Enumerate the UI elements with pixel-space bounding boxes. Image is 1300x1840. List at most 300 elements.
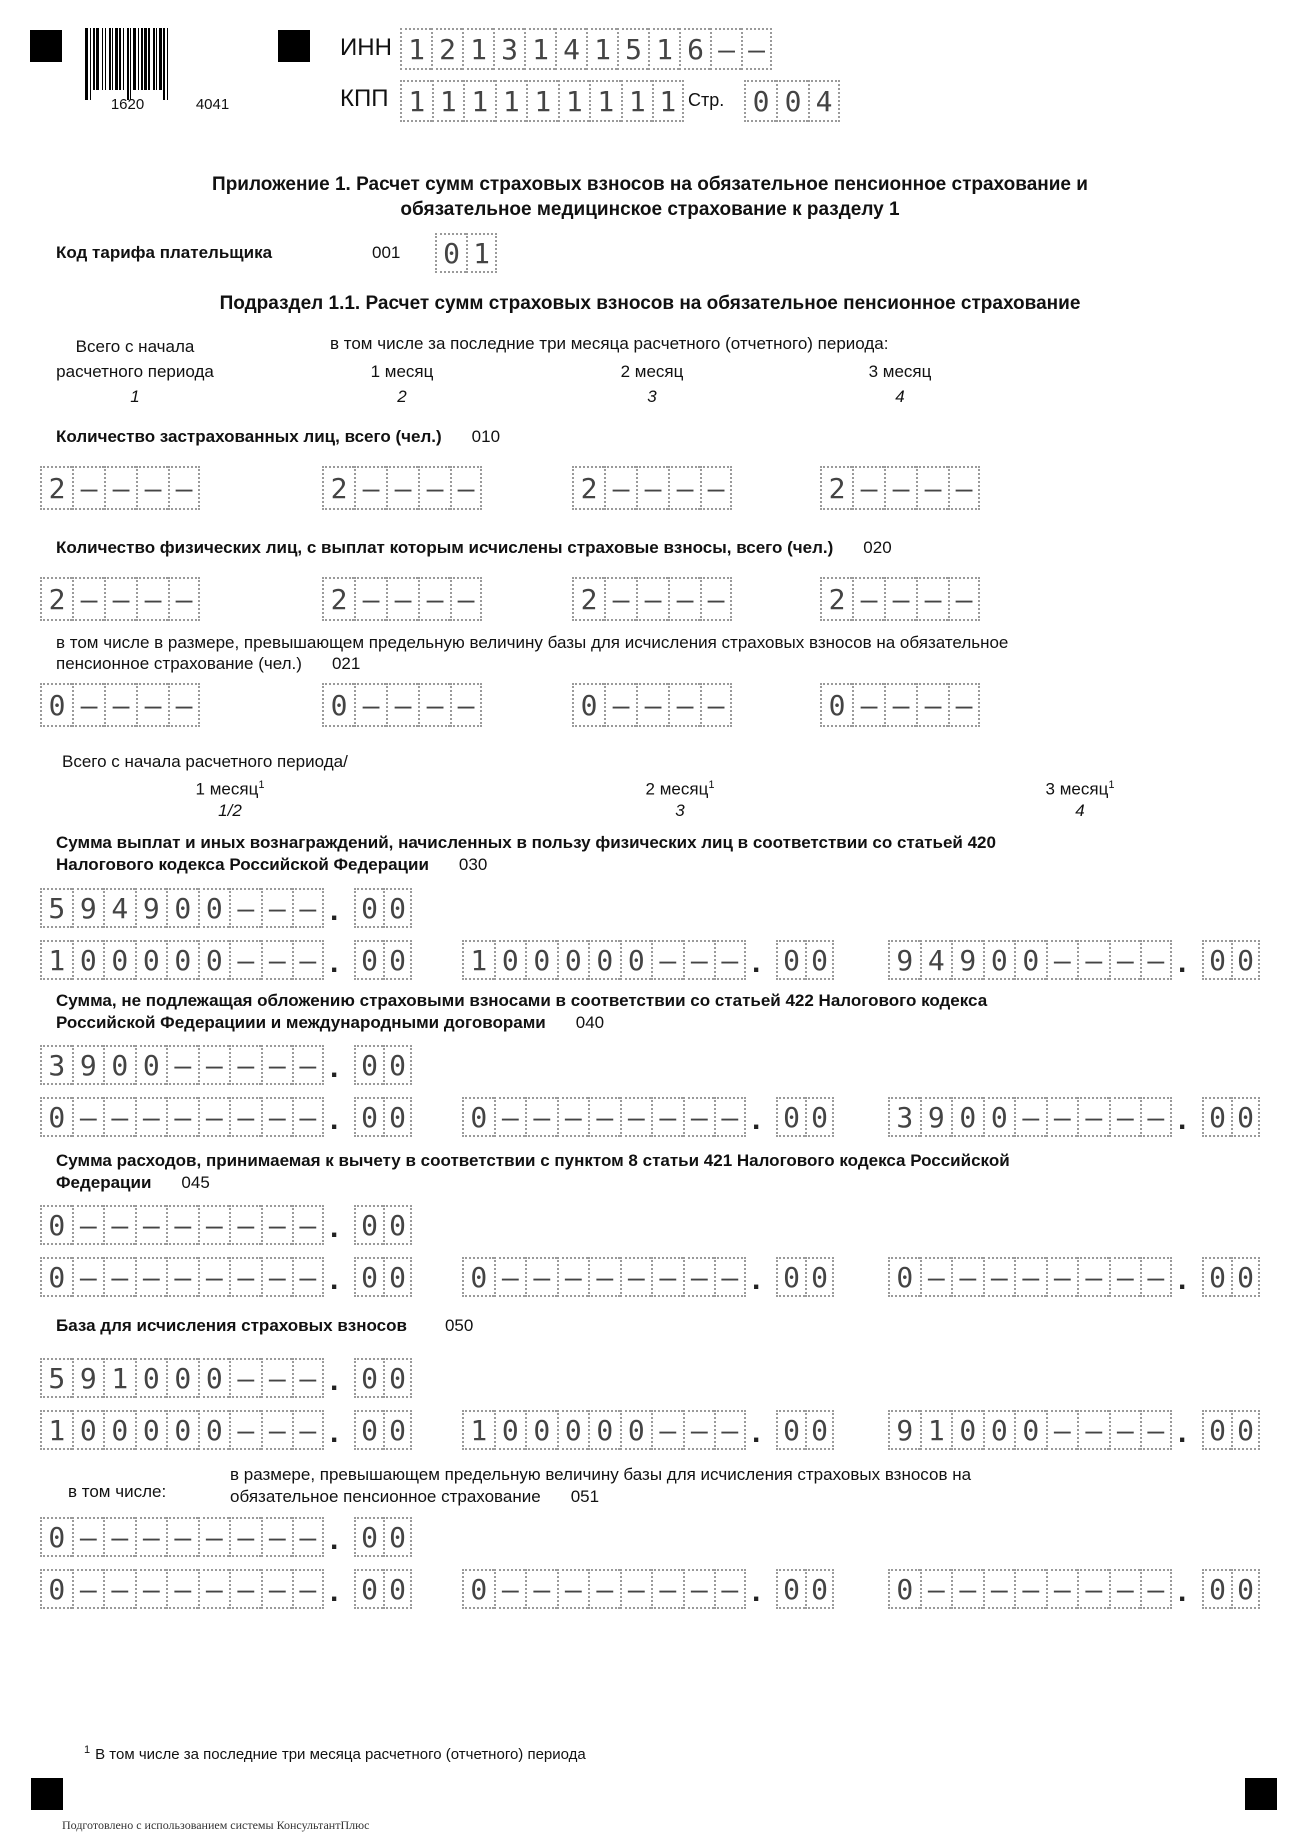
digit-cell[interactable]: 0 bbox=[354, 1257, 383, 1297]
digit-cell[interactable]: 0 bbox=[354, 1569, 383, 1609]
digit-cell[interactable]: – bbox=[1140, 1569, 1172, 1609]
digit-cell[interactable]: 0 bbox=[354, 1517, 383, 1557]
digit-cell[interactable]: 0 bbox=[494, 1410, 526, 1450]
digit-cell[interactable]: – bbox=[135, 1569, 167, 1609]
digit-cell[interactable]: – bbox=[72, 1097, 104, 1137]
digit-cell[interactable]: 0 bbox=[1231, 1257, 1260, 1297]
digit-cell[interactable]: – bbox=[166, 1517, 198, 1557]
digit-cell[interactable]: – bbox=[292, 888, 324, 928]
digit-cell[interactable]: – bbox=[450, 683, 482, 727]
digit-cell[interactable]: – bbox=[450, 577, 482, 621]
digit-cell[interactable]: – bbox=[948, 683, 980, 727]
digit-cell[interactable]: 0 bbox=[462, 1569, 494, 1609]
digit-cell[interactable]: 0 bbox=[805, 1097, 834, 1137]
digit-cell[interactable]: – bbox=[292, 1358, 324, 1398]
integer-part[interactable] bbox=[40, 1358, 324, 1398]
digit-cell[interactable]: – bbox=[1077, 940, 1109, 980]
digit-cell[interactable]: 0 bbox=[135, 1358, 167, 1398]
digit-cell[interactable]: 0 bbox=[383, 1358, 412, 1398]
digit-cell[interactable]: – bbox=[261, 1517, 293, 1557]
digit-cell[interactable]: – bbox=[292, 1257, 324, 1297]
digit-cell[interactable]: – bbox=[714, 1410, 746, 1450]
digit-cell[interactable]: 0 bbox=[354, 1097, 383, 1137]
digit-cell[interactable]: – bbox=[103, 1517, 135, 1557]
digit-cell[interactable]: – bbox=[135, 1257, 167, 1297]
digit-cell[interactable]: 0 bbox=[525, 940, 557, 980]
decimal-part[interactable] bbox=[354, 888, 412, 928]
digit-cell[interactable]: 2 bbox=[40, 577, 72, 621]
row-051-field-month1[interactable] bbox=[40, 1569, 412, 1609]
digit-cell[interactable]: – bbox=[683, 940, 715, 980]
digit-cell[interactable]: 1 bbox=[462, 940, 494, 980]
row-020-field-month3[interactable] bbox=[820, 577, 980, 621]
digit-cell[interactable]: – bbox=[261, 940, 293, 980]
digit-cell[interactable]: – bbox=[229, 940, 261, 980]
digit-cell[interactable]: – bbox=[198, 1257, 230, 1297]
row-020-field-month2[interactable] bbox=[572, 577, 732, 621]
digit-cell[interactable]: – bbox=[1046, 1257, 1078, 1297]
integer-part[interactable] bbox=[40, 1569, 324, 1609]
digit-cell[interactable]: 0 bbox=[951, 1097, 983, 1137]
digit-cell[interactable]: – bbox=[651, 940, 683, 980]
digit-cell[interactable]: – bbox=[292, 940, 324, 980]
row-020-field-month1[interactable] bbox=[322, 577, 482, 621]
digit-cell[interactable]: – bbox=[229, 1517, 261, 1557]
digit-cell[interactable]: – bbox=[166, 1045, 198, 1085]
row-010-field-month3[interactable] bbox=[820, 466, 980, 510]
decimal-part[interactable] bbox=[354, 1569, 412, 1609]
row-050-field-month1[interactable] bbox=[40, 1410, 412, 1450]
row-030-field-month3[interactable] bbox=[888, 940, 1260, 980]
digit-cell[interactable]: – bbox=[1077, 1569, 1109, 1609]
digit-cell[interactable]: 0 bbox=[135, 940, 167, 980]
digit-cell[interactable]: 1 bbox=[526, 80, 558, 122]
digit-cell[interactable]: 0 bbox=[40, 683, 72, 727]
digit-cell[interactable]: – bbox=[1109, 1257, 1141, 1297]
digit-cell[interactable]: – bbox=[620, 1569, 652, 1609]
digit-cell[interactable]: – bbox=[1109, 1410, 1141, 1450]
digit-cell[interactable]: – bbox=[229, 1358, 261, 1398]
digit-cell[interactable]: 0 bbox=[462, 1097, 494, 1137]
digit-cell[interactable]: – bbox=[557, 1257, 589, 1297]
digit-cell[interactable]: – bbox=[852, 466, 884, 510]
decimal-part[interactable] bbox=[354, 1257, 412, 1297]
digit-cell[interactable]: – bbox=[714, 940, 746, 980]
digit-cell[interactable]: 1 bbox=[463, 80, 495, 122]
digit-cell[interactable]: – bbox=[166, 1257, 198, 1297]
digit-cell[interactable]: – bbox=[292, 1205, 324, 1245]
row-051-field-month2[interactable] bbox=[462, 1569, 834, 1609]
digit-cell[interactable]: 0 bbox=[1202, 1569, 1231, 1609]
digit-cell[interactable]: – bbox=[72, 1517, 104, 1557]
digit-cell[interactable]: – bbox=[1077, 1257, 1109, 1297]
digit-cell[interactable]: – bbox=[168, 466, 200, 510]
digit-cell[interactable]: – bbox=[168, 577, 200, 621]
digit-cell[interactable]: 0 bbox=[1202, 1097, 1231, 1137]
digit-cell[interactable]: – bbox=[104, 577, 136, 621]
digit-cell[interactable]: 0 bbox=[166, 940, 198, 980]
digit-cell[interactable]: – bbox=[72, 1569, 104, 1609]
row-050-field-month3[interactable] bbox=[888, 1410, 1260, 1450]
digit-cell[interactable]: – bbox=[418, 577, 450, 621]
digit-cell[interactable]: – bbox=[741, 28, 772, 70]
page-number-field[interactable] bbox=[744, 80, 840, 122]
digit-cell[interactable]: 9 bbox=[72, 888, 104, 928]
row-045-field-month3[interactable] bbox=[888, 1257, 1260, 1297]
digit-cell[interactable]: 1 bbox=[40, 940, 72, 980]
digit-cell[interactable]: 1 bbox=[558, 80, 590, 122]
row-040-field-month3[interactable] bbox=[888, 1097, 1260, 1137]
digit-cell[interactable]: 0 bbox=[805, 940, 834, 980]
digit-cell[interactable]: 0 bbox=[383, 940, 412, 980]
digit-cell[interactable]: – bbox=[683, 1257, 715, 1297]
digit-cell[interactable]: – bbox=[494, 1097, 526, 1137]
digit-cell[interactable]: – bbox=[72, 1257, 104, 1297]
digit-cell[interactable]: – bbox=[920, 1569, 952, 1609]
digit-cell[interactable]: – bbox=[103, 1205, 135, 1245]
digit-cell[interactable]: – bbox=[135, 1097, 167, 1137]
digit-cell[interactable]: – bbox=[525, 1097, 557, 1137]
digit-cell[interactable]: – bbox=[1140, 1410, 1172, 1450]
digit-cell[interactable]: – bbox=[1140, 1257, 1172, 1297]
kpp-field[interactable] bbox=[400, 80, 684, 122]
digit-cell[interactable]: – bbox=[710, 28, 741, 70]
digit-cell[interactable]: 0 bbox=[40, 1097, 72, 1137]
digit-cell[interactable]: – bbox=[636, 683, 668, 727]
decimal-part[interactable] bbox=[354, 1097, 412, 1137]
digit-cell[interactable]: 0 bbox=[1014, 1410, 1046, 1450]
digit-cell[interactable]: – bbox=[229, 1205, 261, 1245]
digit-cell[interactable]: 0 bbox=[198, 1358, 230, 1398]
digit-cell[interactable]: – bbox=[104, 466, 136, 510]
digit-cell[interactable]: – bbox=[948, 466, 980, 510]
digit-cell[interactable]: 2 bbox=[572, 466, 604, 510]
row-010-field-month1[interactable] bbox=[322, 466, 482, 510]
integer-part[interactable] bbox=[888, 1097, 1172, 1137]
digit-cell[interactable]: 9 bbox=[888, 940, 920, 980]
integer-part[interactable] bbox=[462, 1097, 746, 1137]
digit-cell[interactable]: 0 bbox=[557, 1410, 589, 1450]
integer-part[interactable] bbox=[40, 940, 324, 980]
integer-part[interactable] bbox=[462, 1410, 746, 1450]
digit-cell[interactable]: – bbox=[450, 466, 482, 510]
digit-cell[interactable]: – bbox=[418, 466, 450, 510]
digit-cell[interactable]: 0 bbox=[1202, 940, 1231, 980]
digit-cell[interactable]: – bbox=[916, 683, 948, 727]
digit-cell[interactable]: 1 bbox=[652, 80, 684, 122]
digit-cell[interactable]: – bbox=[1109, 1097, 1141, 1137]
row-021-field-total[interactable] bbox=[40, 683, 200, 727]
digit-cell[interactable]: – bbox=[1140, 1097, 1172, 1137]
digit-cell[interactable]: 0 bbox=[40, 1257, 72, 1297]
digit-cell[interactable]: 0 bbox=[983, 940, 1015, 980]
digit-cell[interactable]: – bbox=[525, 1569, 557, 1609]
digit-cell[interactable]: 0 bbox=[776, 1410, 805, 1450]
row-050-field-total[interactable] bbox=[40, 1358, 412, 1398]
digit-cell[interactable]: 9 bbox=[72, 1045, 104, 1085]
integer-part[interactable] bbox=[40, 1257, 324, 1297]
row-021-field-month3[interactable] bbox=[820, 683, 980, 727]
digit-cell[interactable]: 0 bbox=[354, 1045, 383, 1085]
row-010-field-month2[interactable] bbox=[572, 466, 732, 510]
digit-cell[interactable]: 0 bbox=[198, 888, 230, 928]
digit-cell[interactable]: 1 bbox=[524, 28, 555, 70]
digit-cell[interactable]: – bbox=[683, 1410, 715, 1450]
digit-cell[interactable]: – bbox=[651, 1410, 683, 1450]
digit-cell[interactable]: 0 bbox=[135, 1410, 167, 1450]
digit-cell[interactable]: 0 bbox=[744, 80, 776, 122]
decimal-part[interactable] bbox=[776, 1097, 834, 1137]
digit-cell[interactable]: 2 bbox=[820, 577, 852, 621]
digit-cell[interactable]: 0 bbox=[198, 940, 230, 980]
digit-cell[interactable]: – bbox=[261, 1257, 293, 1297]
digit-cell[interactable]: – bbox=[103, 1257, 135, 1297]
integer-part[interactable] bbox=[888, 1257, 1172, 1297]
decimal-part[interactable] bbox=[1202, 1410, 1260, 1450]
digit-cell[interactable]: – bbox=[557, 1569, 589, 1609]
digit-cell[interactable]: – bbox=[261, 1045, 293, 1085]
digit-cell[interactable]: – bbox=[1046, 1410, 1078, 1450]
digit-cell[interactable]: 2 bbox=[572, 577, 604, 621]
digit-cell[interactable]: – bbox=[1046, 940, 1078, 980]
digit-cell[interactable]: – bbox=[1014, 1097, 1046, 1137]
digit-cell[interactable]: 2 bbox=[322, 466, 354, 510]
digit-cell[interactable]: 0 bbox=[1202, 1410, 1231, 1450]
digit-cell[interactable]: 0 bbox=[1231, 1569, 1260, 1609]
digit-cell[interactable]: 5 bbox=[617, 28, 648, 70]
decimal-part[interactable] bbox=[1202, 1097, 1260, 1137]
digit-cell[interactable]: 0 bbox=[1202, 1257, 1231, 1297]
digit-cell[interactable]: 0 bbox=[166, 1410, 198, 1450]
digit-cell[interactable]: – bbox=[198, 1517, 230, 1557]
digit-cell[interactable]: – bbox=[1014, 1569, 1046, 1609]
digit-cell[interactable]: – bbox=[292, 1097, 324, 1137]
digit-cell[interactable]: 0 bbox=[198, 1410, 230, 1450]
digit-cell[interactable]: 4 bbox=[103, 888, 135, 928]
decimal-part[interactable] bbox=[1202, 1569, 1260, 1609]
digit-cell[interactable]: – bbox=[683, 1097, 715, 1137]
integer-part[interactable] bbox=[40, 1097, 324, 1137]
digit-cell[interactable]: 1 bbox=[648, 28, 679, 70]
digit-cell[interactable]: 9 bbox=[888, 1410, 920, 1450]
digit-cell[interactable]: – bbox=[951, 1569, 983, 1609]
digit-cell[interactable]: – bbox=[983, 1569, 1015, 1609]
digit-cell[interactable]: 5 bbox=[40, 1358, 72, 1398]
digit-cell[interactable]: – bbox=[261, 1097, 293, 1137]
digit-cell[interactable]: 0 bbox=[103, 940, 135, 980]
digit-cell[interactable]: – bbox=[418, 683, 450, 727]
integer-part[interactable] bbox=[462, 940, 746, 980]
digit-cell[interactable]: – bbox=[948, 577, 980, 621]
digit-cell[interactable]: – bbox=[920, 1257, 952, 1297]
digit-cell[interactable]: – bbox=[1077, 1410, 1109, 1450]
digit-cell[interactable]: – bbox=[714, 1097, 746, 1137]
decimal-part[interactable] bbox=[354, 1410, 412, 1450]
digit-cell[interactable]: – bbox=[354, 466, 386, 510]
row-045-field-month2[interactable] bbox=[462, 1257, 834, 1297]
digit-cell[interactable]: – bbox=[261, 1569, 293, 1609]
digit-cell[interactable]: 1 bbox=[432, 80, 464, 122]
digit-cell[interactable]: 0 bbox=[494, 940, 526, 980]
digit-cell[interactable]: 1 bbox=[462, 28, 493, 70]
digit-cell[interactable]: 2 bbox=[820, 466, 852, 510]
digit-cell[interactable]: – bbox=[386, 577, 418, 621]
digit-cell[interactable]: 2 bbox=[40, 466, 72, 510]
digit-cell[interactable]: – bbox=[135, 1205, 167, 1245]
inn-field[interactable] bbox=[400, 28, 772, 70]
digit-cell[interactable]: 0 bbox=[1231, 940, 1260, 980]
digit-cell[interactable]: 0 bbox=[72, 1410, 104, 1450]
tariff-field[interactable] bbox=[435, 233, 497, 273]
digit-cell[interactable]: 0 bbox=[354, 888, 383, 928]
digit-cell[interactable]: 1 bbox=[586, 28, 617, 70]
digit-cell[interactable]: 0 bbox=[805, 1410, 834, 1450]
row-040-field-total[interactable] bbox=[40, 1045, 412, 1085]
digit-cell[interactable]: – bbox=[72, 577, 104, 621]
digit-cell[interactable]: – bbox=[494, 1569, 526, 1609]
digit-cell[interactable]: – bbox=[136, 577, 168, 621]
digit-cell[interactable]: – bbox=[668, 683, 700, 727]
digit-cell[interactable]: 0 bbox=[1014, 940, 1046, 980]
digit-cell[interactable]: – bbox=[166, 1097, 198, 1137]
digit-cell[interactable]: 0 bbox=[983, 1097, 1015, 1137]
digit-cell[interactable]: – bbox=[604, 466, 636, 510]
digit-cell[interactable]: – bbox=[229, 1569, 261, 1609]
integer-part[interactable] bbox=[462, 1569, 746, 1609]
digit-cell[interactable]: 0 bbox=[776, 1257, 805, 1297]
row-010-field-total[interactable] bbox=[40, 466, 200, 510]
row-050-field-month2[interactable] bbox=[462, 1410, 834, 1450]
digit-cell[interactable]: – bbox=[884, 466, 916, 510]
digit-cell[interactable]: 0 bbox=[354, 1358, 383, 1398]
digit-cell[interactable]: 0 bbox=[620, 1410, 652, 1450]
digit-cell[interactable]: – bbox=[884, 577, 916, 621]
digit-cell[interactable]: – bbox=[983, 1257, 1015, 1297]
digit-cell[interactable]: 0 bbox=[354, 940, 383, 980]
digit-cell[interactable]: 0 bbox=[322, 683, 354, 727]
digit-cell[interactable]: 0 bbox=[383, 888, 412, 928]
digit-cell[interactable]: 3 bbox=[493, 28, 524, 70]
digit-cell[interactable]: 0 bbox=[462, 1257, 494, 1297]
digit-cell[interactable]: 4 bbox=[920, 940, 952, 980]
row-051-field-month3[interactable] bbox=[888, 1569, 1260, 1609]
decimal-part[interactable] bbox=[354, 1205, 412, 1245]
digit-cell[interactable]: 0 bbox=[383, 1045, 412, 1085]
digit-cell[interactable]: 0 bbox=[103, 1410, 135, 1450]
digit-cell[interactable]: – bbox=[700, 466, 732, 510]
digit-cell[interactable]: 0 bbox=[103, 1045, 135, 1085]
digit-cell[interactable]: 9 bbox=[72, 1358, 104, 1398]
digit-cell[interactable]: – bbox=[229, 888, 261, 928]
digit-cell[interactable]: – bbox=[166, 1569, 198, 1609]
digit-cell[interactable]: – bbox=[683, 1569, 715, 1609]
digit-cell[interactable]: – bbox=[604, 683, 636, 727]
digit-cell[interactable]: 0 bbox=[588, 1410, 620, 1450]
row-030-field-month1[interactable] bbox=[40, 940, 412, 980]
digit-cell[interactable]: 1 bbox=[400, 28, 431, 70]
digit-cell[interactable]: 6 bbox=[679, 28, 710, 70]
digit-cell[interactable]: 0 bbox=[383, 1257, 412, 1297]
row-020-field-total[interactable] bbox=[40, 577, 200, 621]
decimal-part[interactable] bbox=[776, 1257, 834, 1297]
digit-cell[interactable]: – bbox=[700, 683, 732, 727]
integer-part[interactable] bbox=[40, 1410, 324, 1450]
digit-cell[interactable]: 4 bbox=[808, 80, 840, 122]
digit-cell[interactable]: – bbox=[668, 466, 700, 510]
digit-cell[interactable]: 1 bbox=[462, 1410, 494, 1450]
digit-cell[interactable]: 0 bbox=[776, 1097, 805, 1137]
digit-cell[interactable]: 0 bbox=[435, 233, 466, 273]
digit-cell[interactable]: – bbox=[354, 683, 386, 727]
digit-cell[interactable]: – bbox=[588, 1097, 620, 1137]
digit-cell[interactable]: 9 bbox=[920, 1097, 952, 1137]
digit-cell[interactable]: 0 bbox=[805, 1569, 834, 1609]
integer-part[interactable] bbox=[40, 1517, 324, 1557]
decimal-part[interactable] bbox=[354, 940, 412, 980]
digit-cell[interactable]: 0 bbox=[1231, 1410, 1260, 1450]
digit-cell[interactable]: – bbox=[1140, 940, 1172, 980]
digit-cell[interactable]: 0 bbox=[805, 1257, 834, 1297]
row-040-field-month1[interactable] bbox=[40, 1097, 412, 1137]
digit-cell[interactable]: – bbox=[292, 1410, 324, 1450]
digit-cell[interactable]: – bbox=[852, 577, 884, 621]
digit-cell[interactable]: 0 bbox=[40, 1569, 72, 1609]
digit-cell[interactable]: 3 bbox=[40, 1045, 72, 1085]
integer-part[interactable] bbox=[888, 1569, 1172, 1609]
digit-cell[interactable]: – bbox=[166, 1205, 198, 1245]
digit-cell[interactable]: – bbox=[261, 1205, 293, 1245]
digit-cell[interactable]: – bbox=[229, 1257, 261, 1297]
integer-part[interactable] bbox=[40, 888, 324, 928]
row-051-field-total[interactable] bbox=[40, 1517, 412, 1557]
digit-cell[interactable]: 1 bbox=[589, 80, 621, 122]
digit-cell[interactable]: – bbox=[261, 1410, 293, 1450]
digit-cell[interactable]: – bbox=[292, 1045, 324, 1085]
row-030-field-month2[interactable] bbox=[462, 940, 834, 980]
digit-cell[interactable]: 0 bbox=[820, 683, 852, 727]
digit-cell[interactable]: 5 bbox=[40, 888, 72, 928]
row-045-field-total[interactable] bbox=[40, 1205, 412, 1245]
digit-cell[interactable]: 0 bbox=[166, 888, 198, 928]
decimal-part[interactable] bbox=[776, 1410, 834, 1450]
digit-cell[interactable]: 0 bbox=[888, 1569, 920, 1609]
digit-cell[interactable]: 0 bbox=[572, 683, 604, 727]
digit-cell[interactable]: 4 bbox=[555, 28, 586, 70]
digit-cell[interactable]: – bbox=[636, 466, 668, 510]
digit-cell[interactable]: 1 bbox=[621, 80, 653, 122]
digit-cell[interactable]: – bbox=[620, 1097, 652, 1137]
digit-cell[interactable]: – bbox=[136, 466, 168, 510]
decimal-part[interactable] bbox=[354, 1517, 412, 1557]
digit-cell[interactable]: – bbox=[557, 1097, 589, 1137]
row-040-field-month2[interactable] bbox=[462, 1097, 834, 1137]
digit-cell[interactable]: 0 bbox=[776, 940, 805, 980]
digit-cell[interactable]: – bbox=[668, 577, 700, 621]
integer-part[interactable] bbox=[40, 1205, 324, 1245]
digit-cell[interactable]: 2 bbox=[431, 28, 462, 70]
digit-cell[interactable]: – bbox=[588, 1569, 620, 1609]
digit-cell[interactable]: 9 bbox=[135, 888, 167, 928]
digit-cell[interactable]: – bbox=[354, 577, 386, 621]
row-021-field-month1[interactable] bbox=[322, 683, 482, 727]
integer-part[interactable] bbox=[888, 940, 1172, 980]
row-045-field-month1[interactable] bbox=[40, 1257, 412, 1297]
digit-cell[interactable]: – bbox=[229, 1045, 261, 1085]
digit-cell[interactable]: – bbox=[1046, 1097, 1078, 1137]
digit-cell[interactable]: 0 bbox=[72, 940, 104, 980]
digit-cell[interactable]: 1 bbox=[103, 1358, 135, 1398]
digit-cell[interactable]: – bbox=[229, 1097, 261, 1137]
